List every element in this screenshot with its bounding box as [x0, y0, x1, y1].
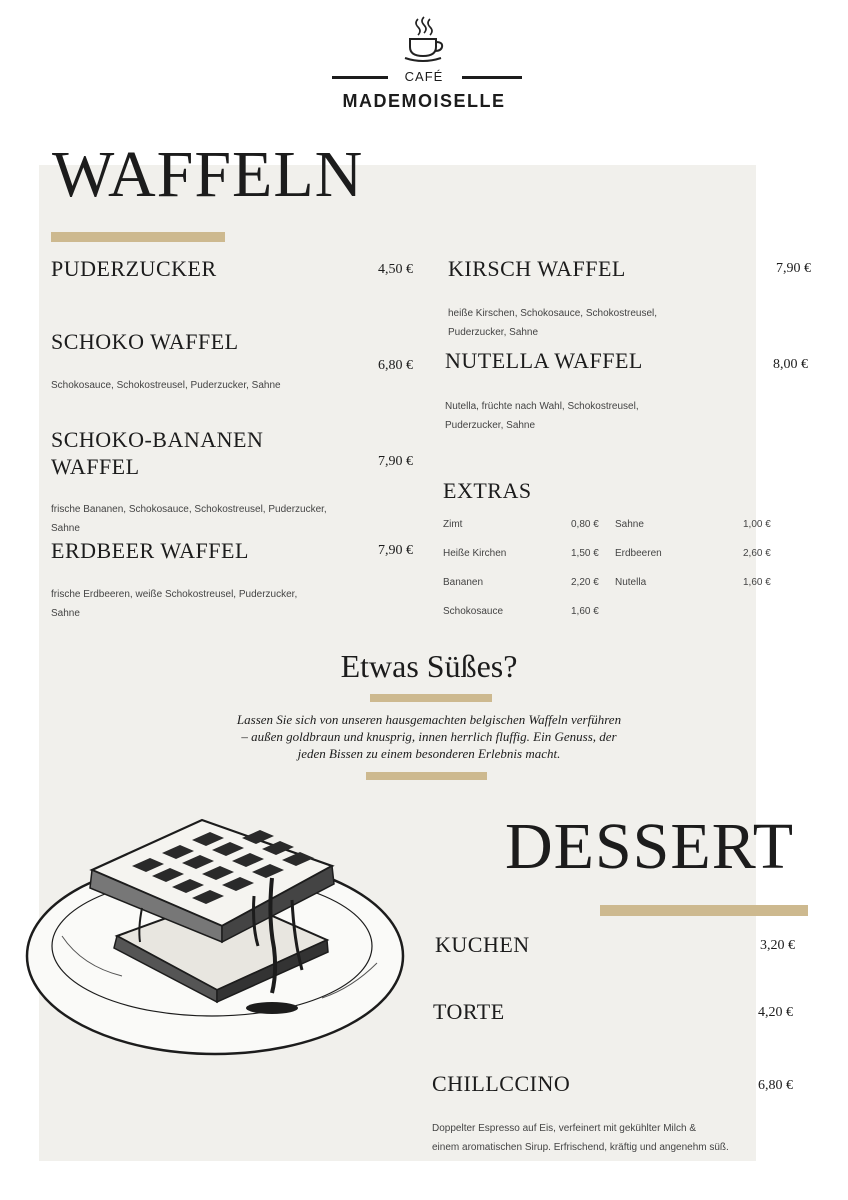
- sweet-text-line: Lassen Sie sich von unseren hausgemachten belgischen Waffeln verführen: [236, 712, 622, 727]
- extra-name: Bananen: [443, 577, 484, 588]
- item-description: heiße Kirschen, Schokosauce, Schokostreusel, Puderzucker, Sahne: [448, 308, 657, 338]
- extras-title: EXTRAS: [443, 478, 532, 503]
- accent-bar-sweet-top: [370, 694, 492, 702]
- item-title: ERDBEER WAFFEL: [51, 538, 249, 563]
- extra-name: Erdbeeren: [615, 548, 662, 559]
- extra-name: Zimt: [443, 519, 463, 530]
- extra-price: 1,60 €: [571, 606, 599, 617]
- item-price: 4,20 €: [758, 1005, 793, 1020]
- item-price: 8,00 €: [773, 357, 808, 372]
- item-price: 7,90 €: [378, 543, 413, 558]
- item-title: CHILLCCINO: [432, 1071, 571, 1096]
- extra-price: 1,00 €: [743, 519, 771, 530]
- item-description: frische Erdbeeren, weiße Schokostreusel, Puderzucker, Sahne: [51, 589, 298, 619]
- item-price: 7,90 €: [776, 261, 811, 276]
- item-description: Schokosauce, Schokostreusel, Puderzucker, Sahne: [51, 380, 281, 391]
- item-title: NUTELLA WAFFEL: [445, 348, 643, 373]
- extra-name: Nutella: [615, 577, 647, 588]
- item-description-line: einem aromatischen Sirup. Erfrischend, kräftig und angenehm süß.: [432, 1142, 729, 1153]
- accent-bar-waffeln: [51, 232, 225, 242]
- extra-name: Schokosauce: [443, 606, 504, 617]
- item-description: Nutella, früchte nach Wahl, Schokostreusel, Puderzucker, Sahne: [445, 401, 639, 431]
- section-title-dessert: DESSERT: [505, 810, 795, 883]
- sweet-title: Etwas Süßes?: [340, 648, 518, 684]
- sweet-text-line: – außen goldbraun und knusprig, innen herrlich fluffig. Ein Genuss, der: [241, 729, 617, 744]
- waffle-illustration: [22, 808, 412, 1058]
- sweet-text: [190, 711, 668, 762]
- item-price: 6,80 €: [758, 1078, 793, 1093]
- item-price: 7,90 €: [378, 454, 413, 469]
- item-price: 4,50 €: [378, 262, 413, 277]
- item-description: frische Bananen, Schokosauce, Schokostreusel, Puderzucker, Sahne: [51, 504, 327, 534]
- item-price: 6,80 €: [378, 358, 413, 373]
- item-title: SCHOKO-BANANEN WAFFEL: [51, 427, 264, 479]
- extra-price: 1,60 €: [743, 577, 771, 588]
- item-title: KIRSCH WAFFEL: [448, 256, 626, 281]
- item-description-line: Doppelter Espresso auf Eis, verfeinert mit gekühlter Milch &: [432, 1123, 696, 1134]
- extra-price: 2,60 €: [743, 548, 771, 559]
- extra-price: 2,20 €: [571, 577, 599, 588]
- extra-name: Sahne: [615, 519, 644, 530]
- accent-bar-dessert: [600, 905, 808, 916]
- item-title: SCHOKO WAFFEL: [51, 329, 239, 354]
- extra-name: Heiße Kirchen: [443, 548, 507, 559]
- sweet-text-line: jeden Bissen zu einem besonderen Erlebnis macht.: [297, 746, 561, 761]
- cafe-name: MADEMOISELLE: [342, 91, 506, 111]
- cafe-label: CAFÉ: [404, 69, 444, 84]
- extra-price: 1,50 €: [571, 548, 599, 559]
- item-description: [432, 1119, 762, 1157]
- item-title: TORTE: [433, 999, 505, 1024]
- item-price: 3,20 €: [760, 938, 795, 953]
- item-title: PUDERZUCKER: [51, 256, 217, 281]
- logo: [320, 15, 528, 115]
- item-title: KUCHEN: [435, 932, 530, 957]
- coffee-cup-icon: [402, 15, 448, 63]
- extra-price: 0,80 €: [571, 519, 599, 530]
- accent-bar-sweet-bottom: [366, 772, 487, 780]
- section-title-waffeln: WAFFELN: [52, 138, 364, 211]
